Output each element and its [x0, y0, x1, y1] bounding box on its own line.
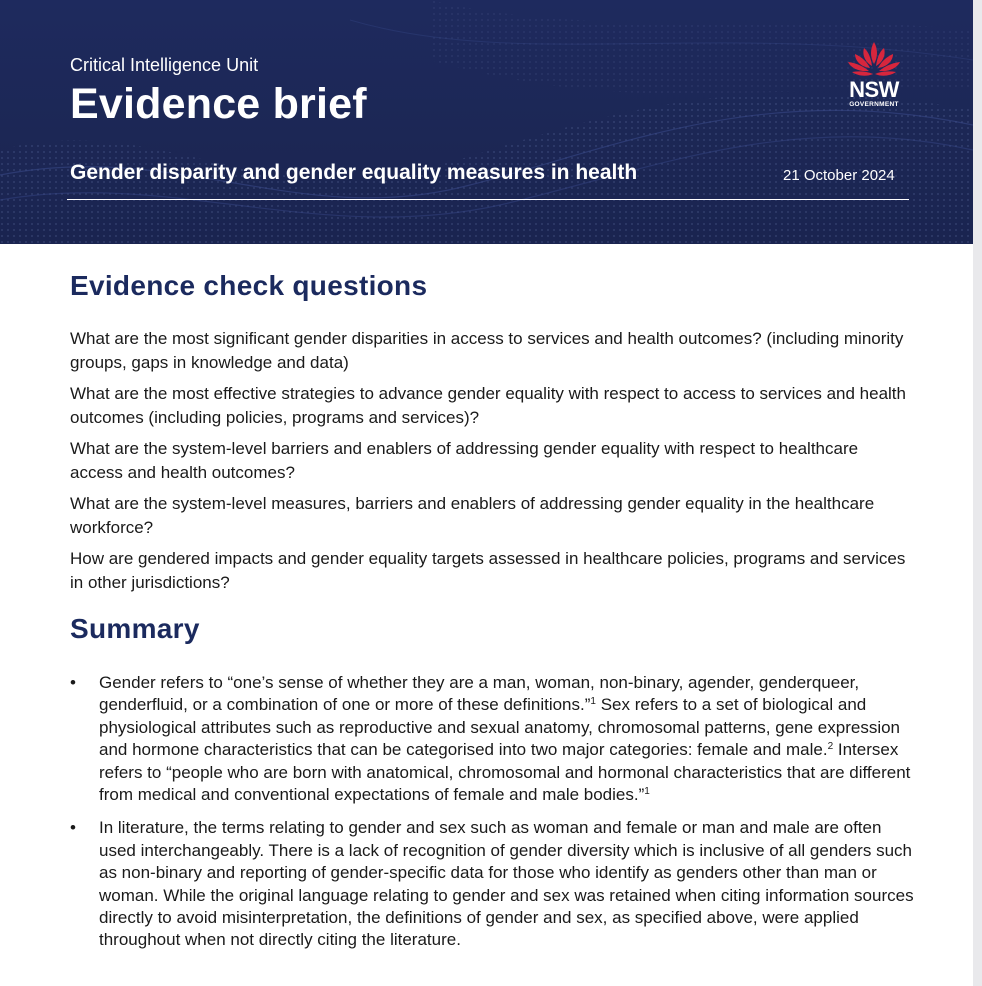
question-item: How are gendered impacts and gender equality targets assessed in healthcare policies, programs and services in other jurisdictions?: [70, 549, 906, 592]
question-item: What are the most effective strategies to advance gender equality with respect to access to services and health outcomes (including policies, programs and services)?: [70, 384, 906, 427]
logo-subtext: GOVERNMENT: [849, 101, 899, 108]
waratah-icon: [842, 40, 906, 80]
page-subtitle: Gender disparity and gender equality measures in health: [70, 161, 638, 184]
page-title: Evidence brief: [70, 80, 367, 128]
reference-marker[interactable]: 2: [827, 741, 834, 753]
reference-marker[interactable]: 1: [644, 786, 650, 798]
section-heading-summary: Summary: [70, 613, 200, 644]
bullet-glyph: •: [70, 818, 76, 838]
summary-list: [70, 672, 915, 963]
header-banner: [0, 0, 973, 244]
section-heading-questions: Evidence check questions: [70, 270, 428, 301]
summary-bullet: [70, 817, 915, 951]
summary-bullet: [70, 672, 915, 806]
publication-date: 21 October 2024: [783, 167, 895, 184]
bullet-text: Gender refers to “one’s sense of whether they are a man, woman, non-binary, agender, genderqueer, genderfluid, or a combination of one or more of these definitions.”: [99, 673, 860, 715]
header-divider: [67, 199, 909, 200]
bullet-text: Sex refers to a set of biological and physiological attributes such as reproductive and sexual anatomy, chromosomal patterns, gene expression and hormone characteristics that can be categorised into two major categories: female and male.: [99, 695, 901, 760]
logo-wordmark: NSW: [849, 77, 899, 102]
nsw-government-logo: [842, 40, 906, 112]
bullet-glyph: •: [70, 673, 76, 692]
question-item: What are the system-level measures, barriers and enablers of addressing gender equality in the healthcare workforce?: [70, 494, 875, 537]
questions-list: [70, 327, 915, 602]
reference-marker[interactable]: 1: [590, 696, 596, 708]
page-edge: [973, 0, 982, 986]
unit-name: Critical Intelligence Unit: [70, 55, 259, 75]
question-item: What are the system-level barriers and enablers of addressing gender equality with respect to healthcare access and health outcomes?: [70, 439, 859, 482]
question-item: What are the most significant gender disparities in access to services and health outcomes? (including minority groups, gaps in knowledge and data): [70, 329, 904, 372]
bullet-text: Intersex refers to “people who are born with anatomical, chromosomal and hormonal characteristics that are different from medical and conventional expectations of female and male bodies.”: [99, 740, 911, 805]
bullet-text: In literature, the terms relating to gender and sex such as woman and female or man and male are often used interchangeably. There is a lack of recognition of gender diversity which is inclusive of all genders such as non-binary and reporting of gender-specific data for those who identify as genders other than man or woman. While the original language relating to gender and sex was retained when citing information sources directly to avoid misinterpretation, the definitions of gender and sex, as specified above, were applied throughout when not directly citing the literature.: [99, 818, 914, 950]
